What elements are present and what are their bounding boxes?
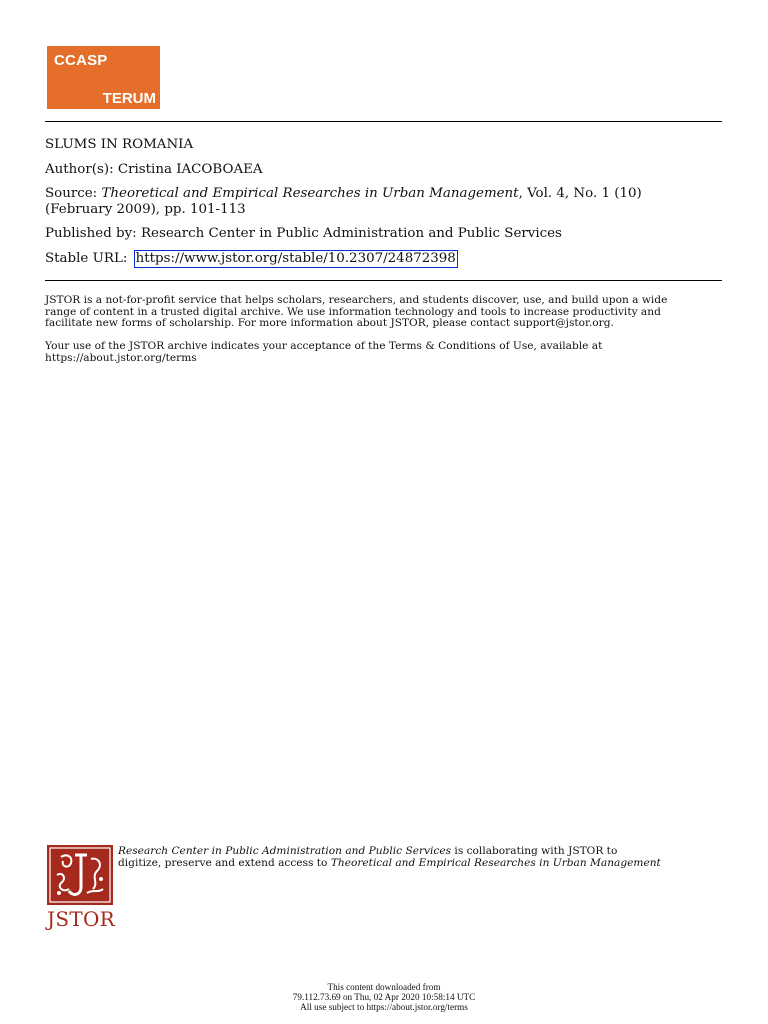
source-label: Source: [45,186,98,201]
source-line [45,186,642,218]
collab-line2-head: digitize, preserve and extend access to [118,856,331,869]
metadata-divider [45,280,722,281]
download-line: 79.112.73.69 on Thu, 02 Apr 2020 10:58:14 UTC [292,992,476,1003]
publisher-label: Published by: [45,226,137,241]
authors-label: Author(s): [45,162,114,177]
notice-line: range of content in a trusted digital archive. We use information technology and tools to increase productivity and [45,305,661,318]
source-journal[interactable]: Theoretical and Empirical Researches in Urban Management [101,186,519,201]
publisher-line [45,226,562,242]
notice-line: JSTOR is a not-for-profit service that helps scholars, researchers, and students discover, use, and build upon a wide [45,294,668,306]
notice-line: facilitate new forms of scholarship. For more information about JSTOR, please contact support@jstor.org. [45,317,614,330]
collab-line1-tail: is collaborating with JSTOR to [451,845,618,857]
authors-line [45,162,263,178]
collaboration-statement [118,846,738,870]
stable-url-link[interactable]: https://www.jstor.org/stable/10.2307/24872398 [135,251,456,266]
collab-journal: Theoretical and Empirical Researches in Urban Management [330,856,661,869]
logo-line2: TERUM [102,90,156,107]
download-stamp [0,982,768,1013]
article-title: SLUMS IN ROMANIA [45,137,194,152]
download-line: This content downloaded from [327,982,441,992]
download-line: All use subject to https://about.jstor.org/terms [300,1002,468,1013]
ccasp-terum-logo [47,46,160,109]
stable-url-line [45,250,458,268]
jstor-wordmark: JSTOR [47,907,116,931]
notice-line: Your use of the JSTOR archive indicates your acceptance of the Terms & Conditions of Use, available at [45,340,603,352]
jstor-logo [47,845,116,931]
publisher-name[interactable]: Research Center in Public Administration and Public Services [140,226,562,241]
stable-url-label: Stable URL: [45,251,128,266]
source-date-pages: (February 2009), pp. 101-113 [45,202,246,217]
jstor-terms-notice [45,341,725,364]
author-name: Cristina IACOBOAEA [117,162,263,177]
source-volume: , Vol. 4, No. 1 (10) [518,186,642,201]
terms-link[interactable]: https://about.jstor.org/terms [45,351,197,364]
collab-publisher: Research Center in Public Administration and Public Services [118,845,452,857]
top-divider [45,121,722,122]
logo-line1: CCASP [54,52,108,69]
jstor-service-notice [45,295,725,330]
jstor-seal-icon [47,845,113,905]
